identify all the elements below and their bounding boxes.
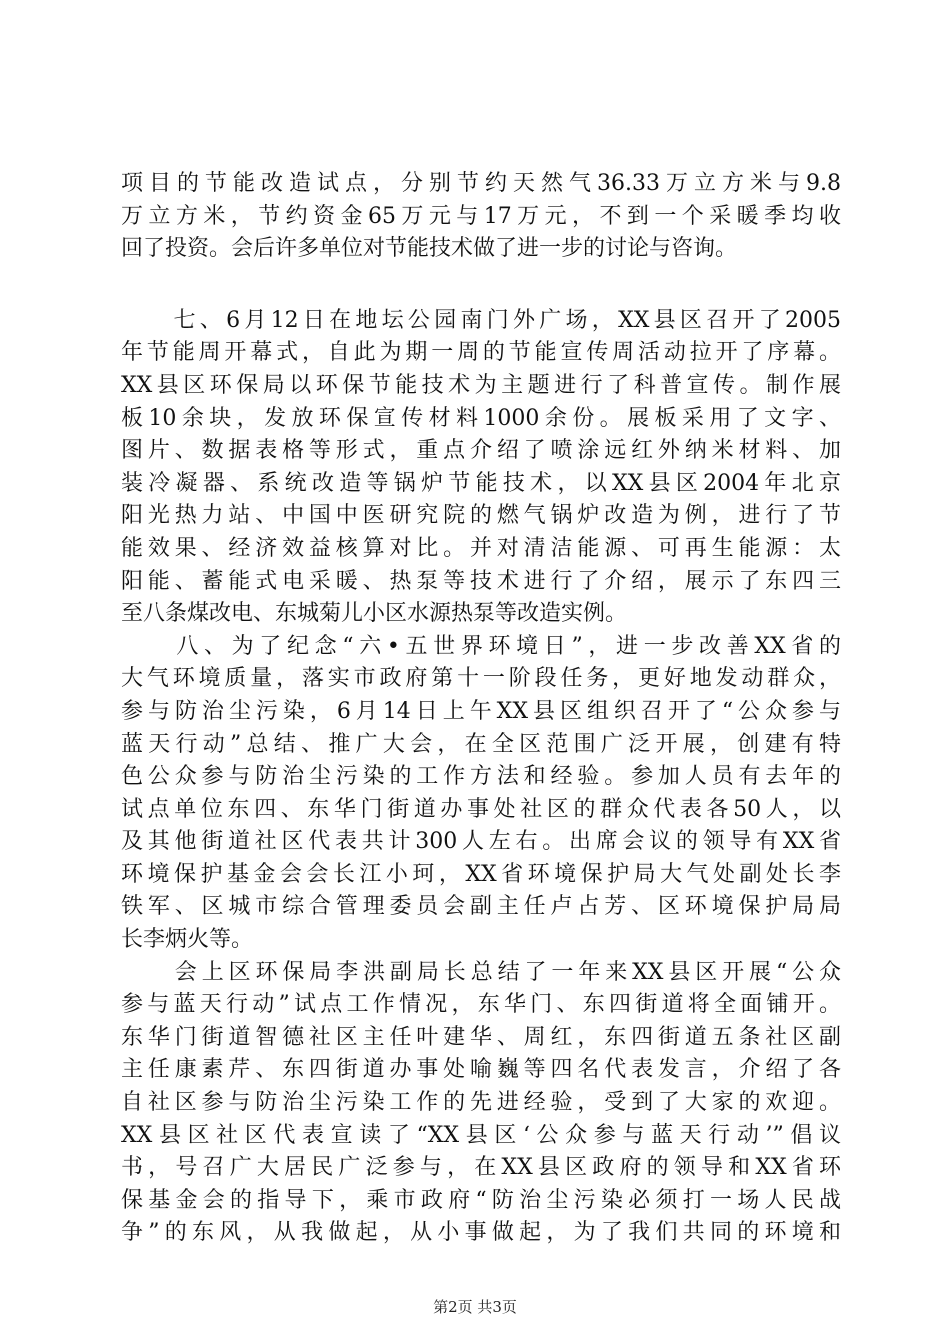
- text-line: 万立方米，节约资金65万元与17万元，不到一个采暖季均收: [121, 203, 841, 229]
- text-line: 能效果、经济效益核算对比。并对清洁能源、可再生能源：太: [121, 535, 841, 561]
- text-line: 主任康素芹、东四街道办事处喻巍等四名代表发言，介绍了各: [121, 1057, 841, 1083]
- text-line: 参与蓝天行动”试点工作情况，东华门、东四街道将全面铺开。: [121, 992, 841, 1018]
- text-line: 保基金会的指导下，乘市政府“防治尘污染必须打一场人民战: [121, 1187, 841, 1213]
- paragraph-section-eight: [121, 631, 841, 957]
- text-line: 东华门街道智德社区主任叶建华、周红，东四街道五条社区副: [121, 1024, 841, 1050]
- text-line: 七、6月12日在地坛公园南门外广场，XX县区召开了2005: [121, 307, 841, 333]
- page-number-footer: 第2页 共3页: [433, 1298, 517, 1316]
- text-line: 及其他街道社区代表共计300人左右。出席会议的领导有XX省: [121, 829, 841, 855]
- text-line: 争”的东风，从我做起，从小事做起，为了我们共同的环境和: [121, 1220, 841, 1246]
- paragraph-energy-project: [121, 168, 841, 266]
- text-line: XX县区社区代表宣读了“XX县区‘公众参与蓝天行动’”倡议: [121, 1122, 841, 1148]
- text-line: 阳光热力站、中国中医研究院的燃气锅炉改造为例，进行了节: [121, 503, 841, 529]
- text-line: 回了投资。会后许多单位对节能技术做了进一步的讨论与咨询。: [121, 236, 738, 262]
- paragraph-meeting-summary: [121, 957, 841, 1250]
- text-line: 至八条煤改电、东城菊儿小区水源热泵等改造实例。: [121, 601, 628, 627]
- text-line: 项目的节能改造试点，分别节约天然气36.33万立方米与9.8: [121, 171, 841, 196]
- text-line: 试点单位东四、东华门街道办事处社区的群众代表各50人，以: [121, 796, 841, 822]
- text-line: 大气环境质量，落实市政府第十一阶段任务，更好地发动群众，: [121, 666, 841, 692]
- text-line: 会上区环保局李洪副局长总结了一年来XX县区开展“公众: [121, 959, 841, 985]
- text-line: 自社区参与防治尘污染工作的先进经验，受到了大家的欢迎。: [121, 1090, 841, 1116]
- text-line: 铁军、区城市综合管理委员会副主任卢占芳、区环境保护局局: [121, 894, 841, 920]
- document-body: [121, 168, 841, 1250]
- text-line: 色公众参与防治尘污染的工作方法和经验。参加人员有去年的: [121, 764, 841, 790]
- text-line: XX县区环保局以环保节能技术为主题进行了科普宣传。制作展: [121, 372, 841, 398]
- text-line: 年节能周开幕式，自此为期一周的节能宣传周活动拉开了序幕。: [121, 340, 841, 366]
- text-line: 环境保护基金会会长江小珂，XX省环境保护局大气处副处长李: [121, 861, 841, 887]
- text-line: 蓝天行动”总结、推广大会，在全区范围广泛开展，创建有特: [121, 731, 841, 757]
- text-line: 书，号召广大居民广泛参与，在XX县区政府的领导和XX省环: [121, 1155, 841, 1181]
- text-line: 阳能、蓄能式电采暖、热泵等技术进行了介绍，展示了东四三: [121, 568, 841, 594]
- paragraph-section-seven: [121, 305, 841, 631]
- text-line: 图片、数据表格等形式，重点介绍了喷涂远红外纳米材料、加: [121, 438, 841, 464]
- text-line: 八、为了纪念“六•五世界环境日”，进一步改善XX省的: [121, 633, 841, 659]
- text-line: 参与防治尘污染，6月14日上午XX县区组织召开了“公众参与: [121, 698, 841, 724]
- text-line: 长李炳火等。: [121, 927, 254, 953]
- text-line: 装冷凝器、系统改造等锅炉节能技术，以XX县区2004年北京: [121, 470, 841, 496]
- text-line: 板10余块，发放环保宣传材料1000余份。展板采用了文字、: [121, 405, 841, 431]
- paragraph-gap: [121, 266, 841, 305]
